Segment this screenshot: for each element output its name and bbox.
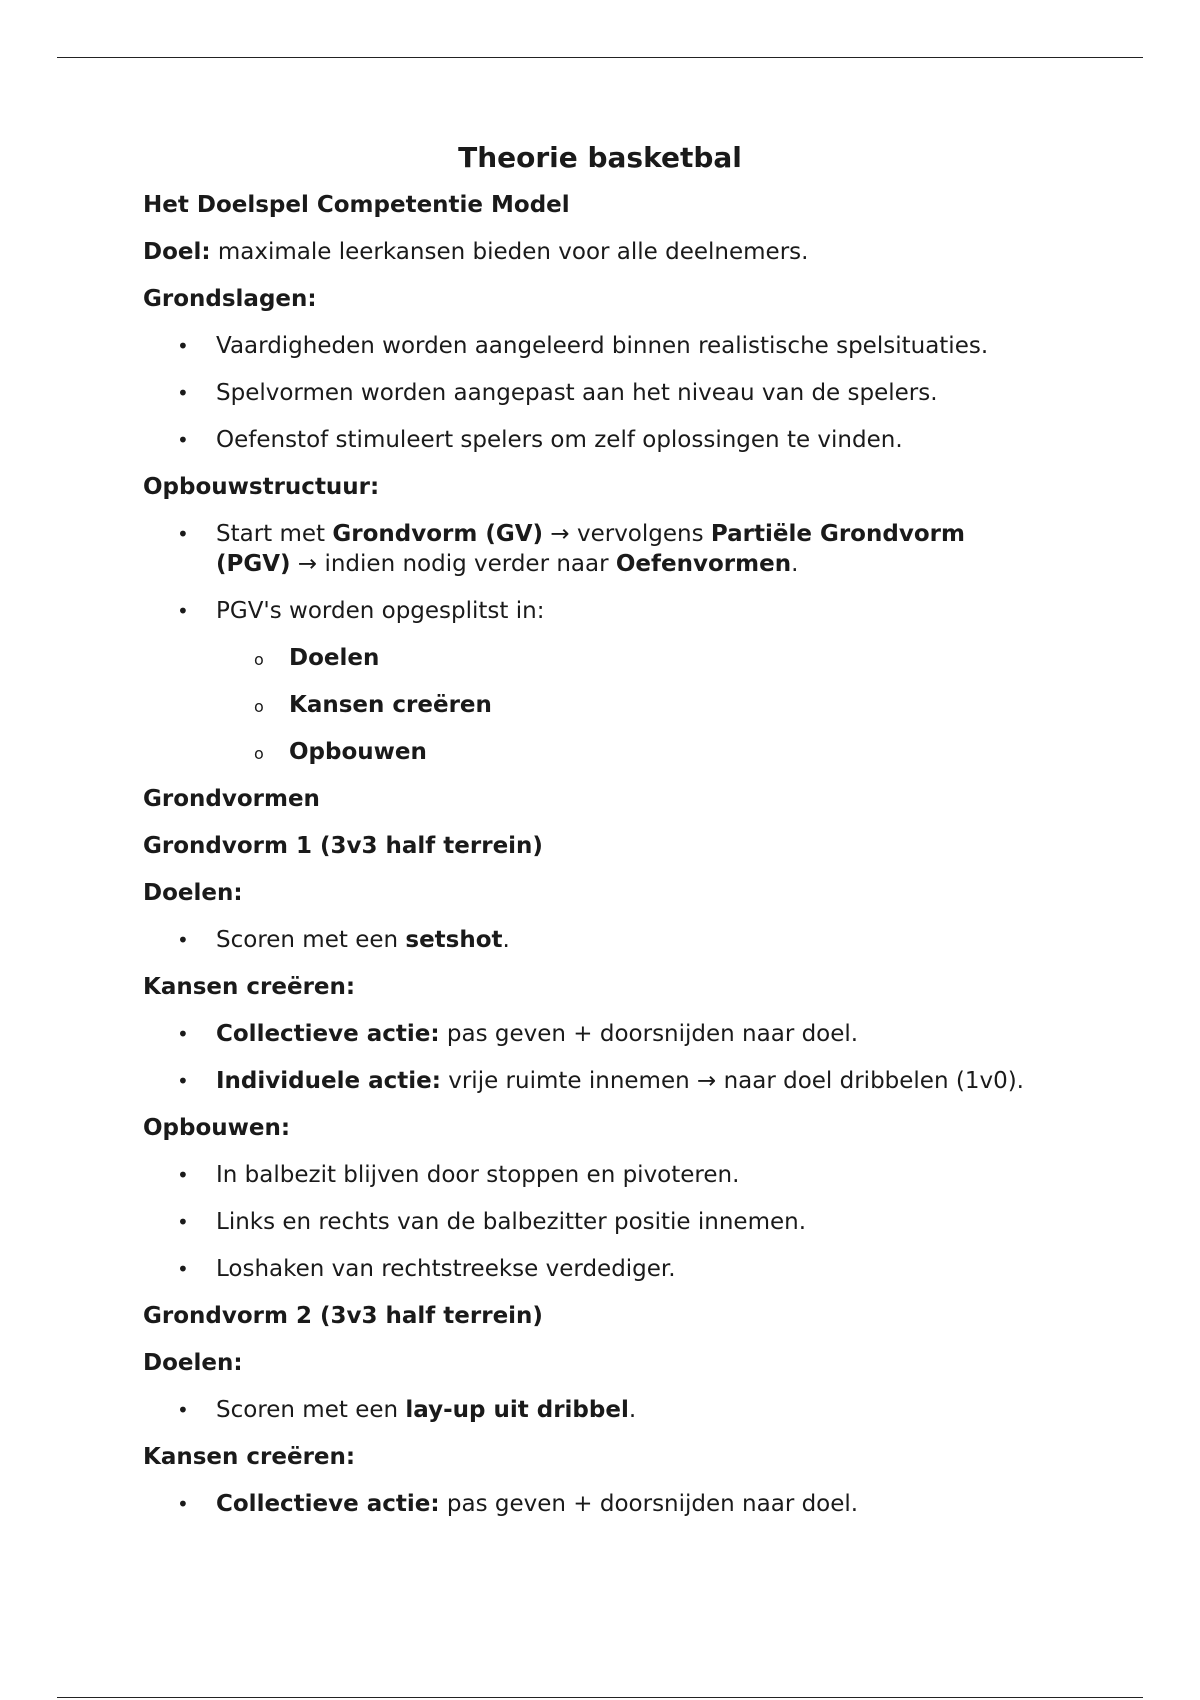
model-heading: Het Doelspel Competentie Model [143, 192, 570, 218]
list-item: • Spelvormen worden aangepast aan het niveau van de spelers. [143, 378, 1043, 408]
gv1-kansen-heading: Kansen creëren: [143, 974, 356, 1000]
list-item: • Collectieve actie: pas geven + doorsnijden naar doel. [143, 1489, 1043, 1519]
grondslagen-list [143, 331, 1043, 455]
document-title: Theorie basketbal [458, 141, 742, 174]
gv2-doelen-heading: Doelen: [143, 1350, 243, 1376]
gv1-heading: Grondvorm 1 (3v3 half terrein) [143, 833, 543, 859]
opbouwstructuur-heading: Opbouwstructuur: [143, 474, 380, 500]
document-page [143, 138, 1043, 1536]
header-rule [57, 57, 1143, 58]
grondslagen-heading: Grondslagen: [143, 286, 317, 312]
gv2-kansen-heading: Kansen creëren: [143, 1444, 356, 1470]
list-item: • Scoren met een setshot. [143, 925, 1043, 955]
list-item: • Loshaken van rechtstreekse verdediger. [143, 1254, 1043, 1284]
list-item: • PGV's worden opgesplitst in: o Doelen o Kansen creëren o Opbouwen [143, 596, 1043, 767]
opbouwstructuur-list [143, 519, 1043, 767]
gv1-doelen-list [143, 925, 1043, 955]
gv1-opbouwen-list [143, 1160, 1043, 1284]
list-item: • Start met Grondvorm (GV) → vervolgens Partiële Grondvorm (PGV) → indien nodig verder naar Oefenvormen. [143, 519, 1043, 579]
gv2-doelen-list [143, 1395, 1043, 1425]
gv2-kansen-list [143, 1489, 1043, 1519]
gv1-opbouwen-heading: Opbouwen: [143, 1115, 291, 1141]
list-item: • Vaardigheden worden aangeleerd binnen realistische spelsituaties. [143, 331, 1043, 361]
list-item: • In balbezit blijven door stoppen en pivoteren. [143, 1160, 1043, 1190]
doel-text: maximale leerkansen bieden voor alle deelnemers. [210, 239, 809, 265]
list-item: • Collectieve actie: pas geven + doorsnijden naar doel. [143, 1019, 1043, 1049]
list-item: • Scoren met een lay-up uit dribbel. [143, 1395, 1043, 1425]
list-item: • Oefenstof stimuleert spelers om zelf oplossingen te vinden. [143, 425, 1043, 455]
list-item: • Links en rechts van de balbezitter positie innemen. [143, 1207, 1043, 1237]
gv1-kansen-list [143, 1019, 1043, 1096]
grondvormen-heading: Grondvormen [143, 786, 320, 812]
list-item: • Individuele actie: vrije ruimte innemen → naar doel dribbelen (1v0). [143, 1066, 1043, 1096]
sub-list-item: o Doelen [216, 643, 1043, 673]
doel-label: Doel: [143, 239, 211, 265]
footer-rule [57, 1697, 1143, 1698]
doel-paragraph [143, 237, 1043, 267]
sub-list-item: o Kansen creëren [216, 690, 1043, 720]
pgv-parts-list [216, 643, 1043, 767]
gv2-heading: Grondvorm 2 (3v3 half terrein) [143, 1303, 543, 1329]
gv1-doelen-heading: Doelen: [143, 880, 243, 906]
sub-list-item: o Opbouwen [216, 737, 1043, 767]
